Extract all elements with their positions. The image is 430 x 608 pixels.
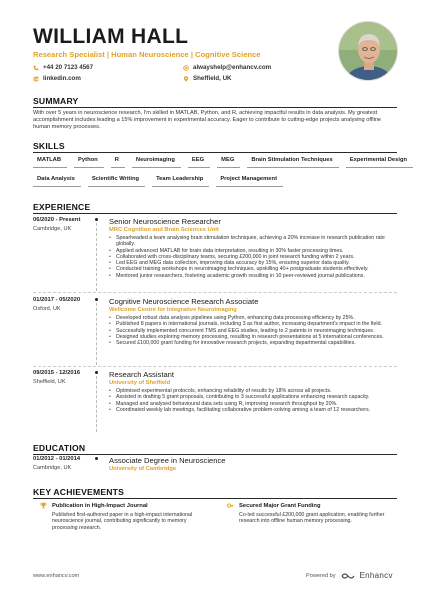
skill-tag: Scientific Writing [88,174,145,187]
bullet-item: • Assisted in drafting 5 grant proposals, contributing to 3 successful applications enhancing research capacity. [109,394,399,400]
experience-location: Sheffield, UK [33,379,66,385]
achievement-description: Co-led successful £200,000 grant application, enabling further research into offline human memory processing. [239,512,385,525]
experience-details [109,217,399,279]
education-school: University of Cambridge [109,466,177,472]
achievement-item [40,502,200,531]
bullet-item: • Led EEG and MEG data collection, improving data accuracy by 15%, ensuring superior data quality. [109,260,399,266]
summary-heading: SUMMARY [33,96,79,106]
contact-linkedin[interactable] [33,75,183,82]
achievements-heading: KEY ACHIEVEMENTS [33,487,125,497]
experience-company: MRC Cognition and Brain Sciences Unit [109,227,219,233]
skills-list [33,155,408,187]
education-meta [33,456,97,471]
experience-meta [33,370,97,385]
bullet-item: • Managed and analysed behavioural data sets using R, improving research throughput by 20%. [109,401,399,407]
experience-meta [33,297,97,312]
key-icon [227,502,234,509]
skills-row [33,155,408,168]
bullet-item: • Conducted training workshops in neuroimaging techniques, upskilling 40+ postgraduate students effectively. [109,266,399,272]
bullet-item: • Published 8 papers in international journals, including 3 as first author, increasing department's impact in the field. [109,321,399,327]
experience-separator [33,292,397,293]
experience-details [109,297,399,346]
experience-heading: EXPERIENCE [33,202,91,212]
experience-role: Research Assistant [109,370,174,379]
skill-tag: Brain Stimulation Techniques [247,155,338,168]
bullet-item: • Secured £100,000 grant funding for innovative research projects, expanding departmental capabilities. [109,340,399,346]
linkedin-text: linkedin.com [43,75,81,82]
summary-divider [33,107,397,108]
achievements-divider [33,498,397,499]
footer-branding [306,571,393,580]
phone-text: +44 20 7123 4567 [43,64,94,71]
timeline-line [96,303,97,365]
experience-company: University of Sheffield [109,380,171,386]
resume-header [33,26,333,82]
education-degree: Associate Degree in Neuroscience [109,456,226,465]
bullet-item: • Coordinated weekly lab meetings, facilitating collaborative problem-solving among a team of 12 researchers. [109,407,399,413]
link-icon [33,76,39,82]
bullet-item: • Successfully implemented concurrent TMS and EEG studies, leading to 2 patents in neuroimaging techniques. [109,328,399,334]
candidate-headline: Research Specialist | Human Neuroscience | Cognitive Science [33,50,261,59]
timeline-line [96,376,97,432]
achievement-title: Publication in High-Impact Journal [52,502,148,509]
experience-bullets [109,315,399,346]
experience-date: 06/2020 - Present [33,217,81,223]
education-divider [33,454,397,455]
experience-bullets [109,388,399,413]
phone-icon [33,65,39,71]
achievement-description: Published first-authored paper in a high-impact international neuroscience journal, contributing significantly to memory processing research. [52,512,193,531]
skills-row [33,174,397,187]
education-location: Cambridge, UK [33,465,72,471]
bullet-item: • Optimised experimental protocols, enhancing reliability of results by 18% across all projects. [109,388,399,394]
experience-separator [33,366,397,367]
skill-tag: Project Management [216,174,283,187]
bullet-item: • Spearheaded a team analysing brain stimulation techniques, achieving a 20% increase in research publication rate globally. [109,235,399,248]
powered-by-label: Powered by [306,572,336,579]
location-text: Sheffield, UK [193,75,232,82]
skill-tag: Experimental Design [346,155,413,168]
contact-location [183,75,333,82]
contact-info [33,64,333,82]
experience-location: Oxford, UK [33,306,61,312]
experience-details [109,370,399,413]
experience-meta [33,217,97,232]
timeline-line [96,223,97,291]
location-pin-icon [183,76,189,82]
achievement-header [227,502,387,509]
education-heading: EDUCATION [33,443,86,453]
candidate-name: WILLIAM HALL [33,25,189,48]
bullet-item: • Collaborated with cross-disciplinary teams, securing £200,000 in joint research funding within 2 years. [109,254,399,260]
profile-photo [338,21,398,81]
experience-date: 01/2017 - 05/2020 [33,297,81,303]
timeline-dot [95,218,98,221]
bullet-item: • Developed robust data analysis pipelines using Python, enhancing data processing efficiency by 25%. [109,315,399,321]
skill-tag: EEG [188,155,210,168]
bullet-item: • Mentored junior researchers, fostering academic growth resulting in 10 peer-reviewed journal publications. [109,273,399,279]
skill-tag: MATLAB [33,155,67,168]
skill-tag: Team Leadership [152,174,209,187]
timeline-dot [95,298,98,301]
experience-location: Cambridge, UK [33,226,72,232]
timeline-dot [95,371,98,374]
achievement-title: Secured Major Grant Funding [239,502,321,509]
skills-divider [33,152,397,153]
achievement-header [40,502,200,509]
trophy-icon [40,502,47,509]
at-icon [183,65,189,71]
skill-tag: Data Analysis [33,174,81,187]
contact-phone [33,64,183,71]
experience-company: Wellcome Centre for Integrative Neuroimaging [109,307,237,313]
footer-url[interactable]: www.enhancv.com [33,573,80,579]
experience-role: Cognitive Neuroscience Research Associate [109,297,259,306]
contact-email[interactable] [183,64,333,71]
achievement-item [227,502,387,525]
education-details [109,456,399,472]
portrait-image [339,22,398,81]
education-date: 01/2012 - 01/2014 [33,456,81,462]
enhancv-logo-icon [341,572,355,580]
experience-divider [33,213,397,214]
experience-role: Senior Neuroscience Researcher [109,217,221,226]
experience-bullets [109,235,399,279]
skill-tag: R [111,155,125,168]
bullet-item: • Applied advanced MATLAB for brain data interpretation, resulting in 30% faster processing times. [109,248,399,254]
timeline-dot [95,457,98,460]
skill-tag: MEG [217,155,240,168]
bullet-item: • Designed studies exploring memory processing, resulting in research presentations at 5 international conferences. [109,334,399,340]
skill-tag: Python [74,155,104,168]
skills-heading: SKILLS [33,141,65,151]
email-text: alwayshelp@enhancv.com [193,64,272,71]
summary-text: With over 5 years in neuroscience research, I'm skilled in MATLAB, Python, and R, achieving impactful results in data analysis. My greatest accomplishment includes leading a 15% improvement in experimental accuracy. Eager to contribute to cutting-edge projects analysing offline human memory processes. [33,110,382,131]
brand-name: Enhancv [359,571,393,580]
experience-date: 09/2015 - 12/2016 [33,370,81,376]
skill-tag: Neuroimaging [132,155,181,168]
